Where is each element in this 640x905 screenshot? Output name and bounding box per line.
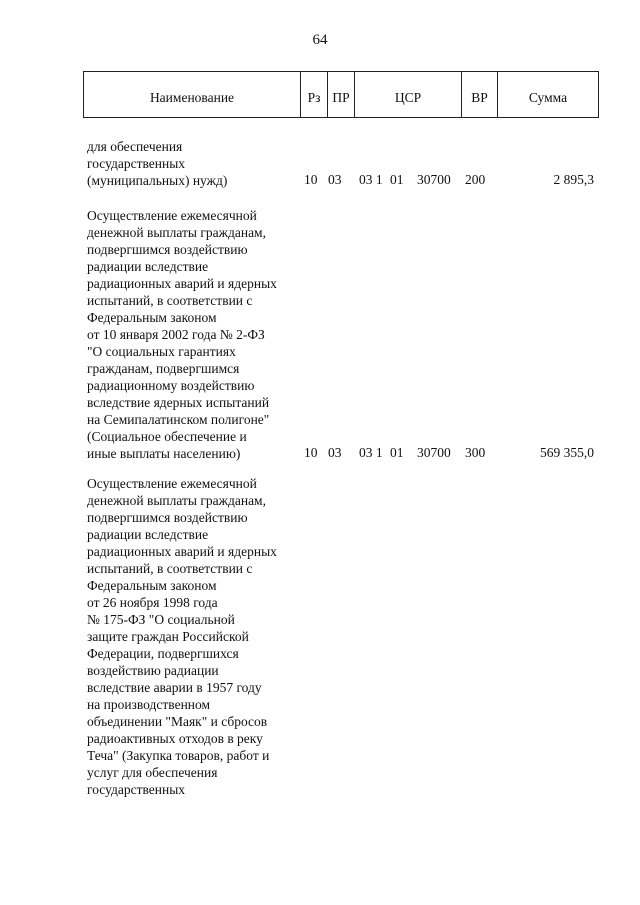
row-csr-subprogram: 01	[390, 172, 404, 187]
header-vr: ВР	[462, 72, 498, 117]
row-csr-subprogram: 01	[390, 445, 404, 460]
row-csr-direction: 30700	[417, 172, 451, 187]
header-pr: ПР	[328, 72, 355, 117]
header-rz: Рз	[301, 72, 328, 117]
row-vr: 200	[465, 172, 486, 187]
row-vr: 300	[465, 445, 486, 460]
row-name: Осуществление ежемесячной денежной выплаты гражданам, подвергшимся воздействию радиации вследствие радиационных аварий и ядерных испытаний, в соответствии с Федеральным законом от 26 ноября 1998 года № 175-ФЗ "О социальной защите граждан Российской Федерации, подвергшихся воздействию радиации вследствие аварии в 1957 году на производственном объединении "Маяк" и сбросов радиоактивных отходов в реку Теча" (Закупка товаров, работ и услуг для обеспечения государственных	[87, 476, 277, 797]
row-rz: 10	[304, 445, 318, 460]
header-sum: Сумма	[528, 89, 568, 105]
row-name: для обеспечения государственных (муниципальных) нужд)	[87, 139, 228, 188]
row-csr-direction: 30700	[417, 445, 451, 460]
row-csr-program: 03 1	[359, 445, 383, 460]
row-csr-program: 03 1	[359, 172, 383, 187]
header-name: Наименование	[84, 72, 301, 117]
row-rz: 10	[304, 172, 318, 187]
page-number: 64	[312, 32, 328, 48]
row-name: Осуществление ежемесячной денежной выплаты гражданам, подвергшимся воздействию радиации вследствие радиационных аварий и ядерных испытаний, в соответствии с Федеральным законом от 10 января 2002 года № 2-ФЗ "О социальных гарантиях гражданам, подвергшимся радиационному воздействию вследствие ядерных испытаний на Семипалатинском полигоне" (Социальное обеспечение и иные выплаты населению)	[87, 208, 277, 461]
row-sum: 2 895,3	[553, 172, 594, 187]
header-csr: ЦСР	[355, 72, 462, 117]
row-pr: 03	[328, 445, 342, 460]
row-sum: 569 355,0	[540, 445, 594, 460]
table-header	[83, 71, 599, 118]
row-pr: 03	[328, 172, 342, 187]
